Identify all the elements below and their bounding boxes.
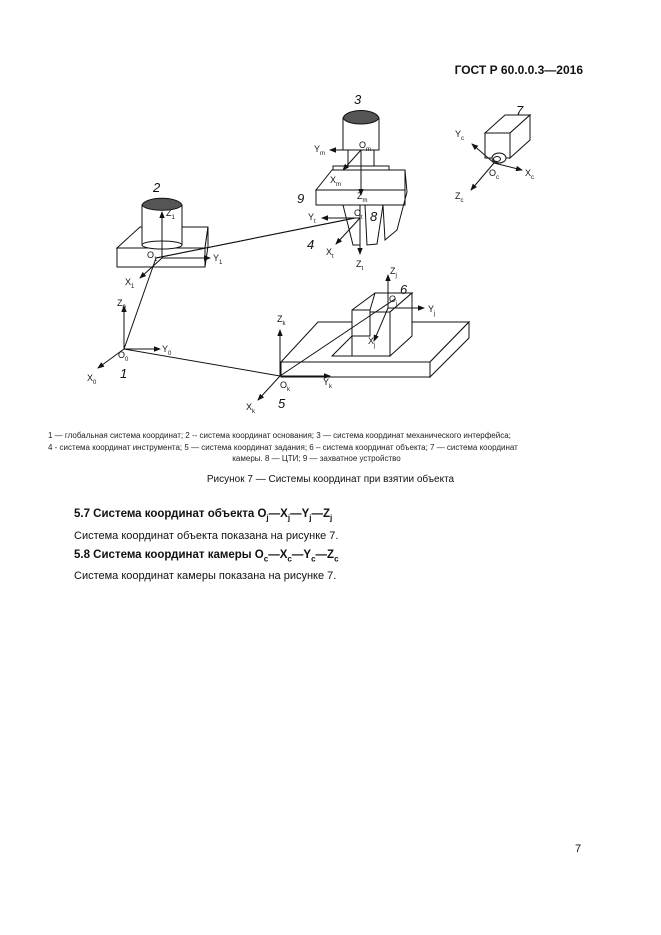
label-z0: $Z_0$ (117, 298, 126, 311)
document-header: ГОСТ Р 60.0.0.3—2016 (454, 63, 583, 77)
callout-7: 7 (516, 103, 524, 118)
label-xc: $X_c$ (525, 168, 535, 181)
callout-8: 8 (370, 209, 378, 224)
label-om: $O_m$ (359, 140, 372, 153)
label-zt: $Z_t$ (356, 259, 364, 272)
label-o1: $O_1$ (147, 250, 158, 263)
label-ot: $O_t$ (354, 208, 363, 221)
label-ym: $Y_m$ (314, 144, 326, 157)
section-5-8-body: Система координат камеры показана на рисунке 7. (74, 570, 337, 582)
label-xk: $X_k$ (246, 402, 256, 415)
label-ok: $O_k$ (280, 380, 291, 393)
section-5-7-body: Система координат объекта показана на рисунке 7. (74, 530, 339, 542)
label-yt: $Y_t$ (308, 212, 316, 225)
figure-legend (48, 430, 585, 465)
page-number: 7 (575, 843, 582, 855)
section-5-8-title: 5.8 Система координат камеры $O_c—X_c—Y_c—Z_c$ (74, 549, 339, 564)
label-z1: $Z_1$ (166, 208, 175, 221)
legend-line-2: 4 - система координат инструмента; 5 — система координат задания; 6 – система координат объекта; 7 — система координат (48, 442, 518, 452)
label-xj: $X_j$ (368, 336, 376, 349)
legend-line-3: камеры. 8 — ЦТИ; 9 — захватное устройство (232, 454, 401, 463)
label-o0: $O_0$ (118, 350, 129, 363)
callout-2: 2 (153, 180, 161, 195)
label-y1: $Y_1$ (213, 253, 223, 266)
section-5-7-title: 5.7 Система координат объекта $O_j—X_j—Y_j—Z_j$ (74, 508, 333, 523)
callout-5: 5 (278, 396, 286, 411)
label-zm: $Z_m$ (357, 191, 368, 204)
label-yc: $Y_c$ (455, 129, 465, 142)
label-y0: $Y_0$ (162, 344, 172, 357)
camera-drawing (485, 115, 530, 163)
callout-4: 4 (307, 237, 315, 252)
label-zc: $Z_c$ (455, 191, 464, 204)
callout-6: 6 (400, 282, 408, 297)
figure-caption: Рисунок 7 — Системы координат при взятии объекта (206, 474, 455, 485)
coordinate-systems-figure (0, 0, 661, 420)
label-xm: $X_m$ (330, 175, 342, 188)
label-zk: $Z_k$ (277, 314, 286, 327)
label-oc: $O_c$ (489, 168, 500, 181)
callout-3: 3 (354, 92, 362, 107)
label-yk: $Y_k$ (323, 377, 333, 390)
label-x0: $X_0$ (87, 373, 97, 386)
callout-1: 1 (120, 366, 128, 381)
label-yj: $Y_j$ (428, 304, 436, 317)
axes-global (98, 306, 160, 368)
legend-line-1: 1 — глобальная система координат; 2 -- система координат основания; 3 — система координат механического интерфейса; (48, 431, 511, 440)
label-x1: $X_1$ (125, 277, 135, 290)
callout-9: 9 (297, 191, 305, 206)
label-oj: $O_j$ (389, 294, 398, 307)
label-xt: $X_t$ (326, 247, 334, 260)
label-zj: $Z_j$ (390, 266, 397, 279)
